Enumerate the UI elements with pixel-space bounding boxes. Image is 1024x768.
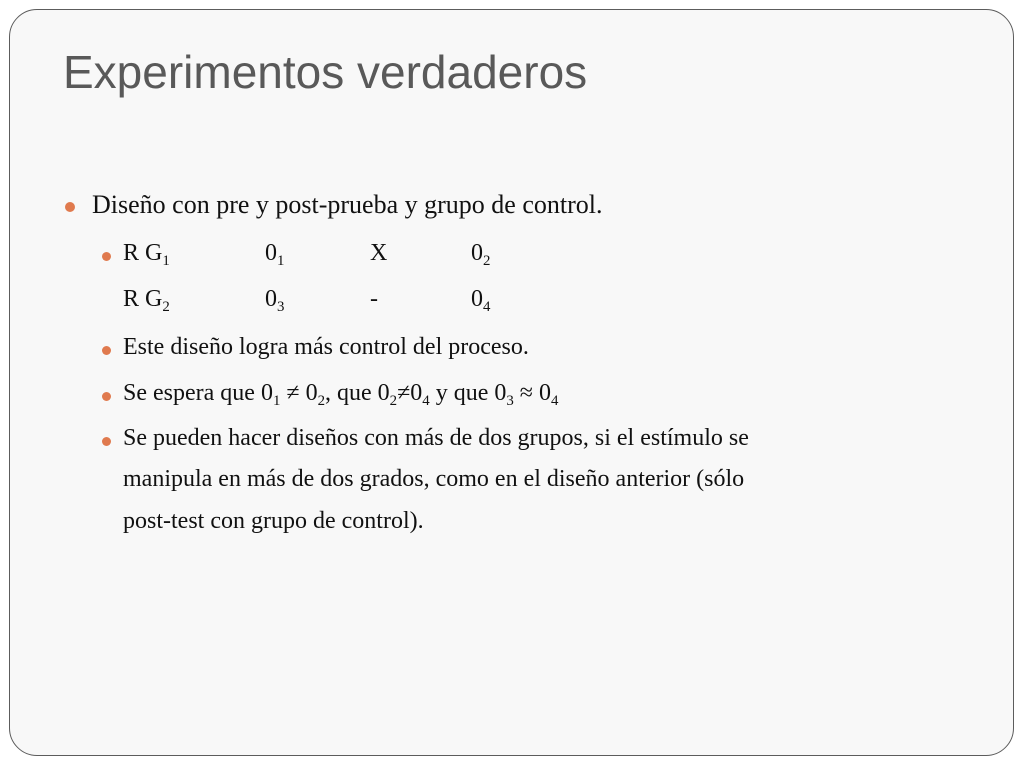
design-treatment-cell: X [370,240,388,266]
design-posttest-cell: $0_2$ [471,240,491,270]
bullet-dot-icon [65,202,75,212]
bullet-dot-icon [102,346,111,355]
bullet-dot-icon [102,392,111,401]
expectation-bullet-text: Se espera que $0_1 \ne 0_2$, que $0_2\ne 0_4$ y que $0_3 \approx 0_4$ [123,380,559,410]
bullet-dot-icon [102,437,111,446]
slide-title: Experimentos verdaderos [63,46,588,98]
main-bullet-text: Diseño con pre y post-prueba y grupo de control. [92,190,603,219]
design-group-cell: R $G_2$ [123,286,170,316]
more-groups-line-1: Se pueden hacer diseños con más de dos grupos, si el estímulo se [123,425,749,451]
design-group-cell: R $G_1$ [123,240,170,270]
design-posttest-cell: $0_4$ [471,286,491,316]
control-bullet-text: Este diseño logra más control del proceso. [123,334,529,360]
design-pretest-cell: $0_3$ [265,286,285,316]
design-treatment-cell: - [370,286,378,312]
more-groups-line-3: post-test con grupo de control). [123,508,424,534]
bullet-dot-icon [102,252,111,261]
design-pretest-cell: $0_1$ [265,240,285,270]
more-groups-line-2: manipula en más de dos grados, como en el diseño anterior (sólo [123,466,745,492]
